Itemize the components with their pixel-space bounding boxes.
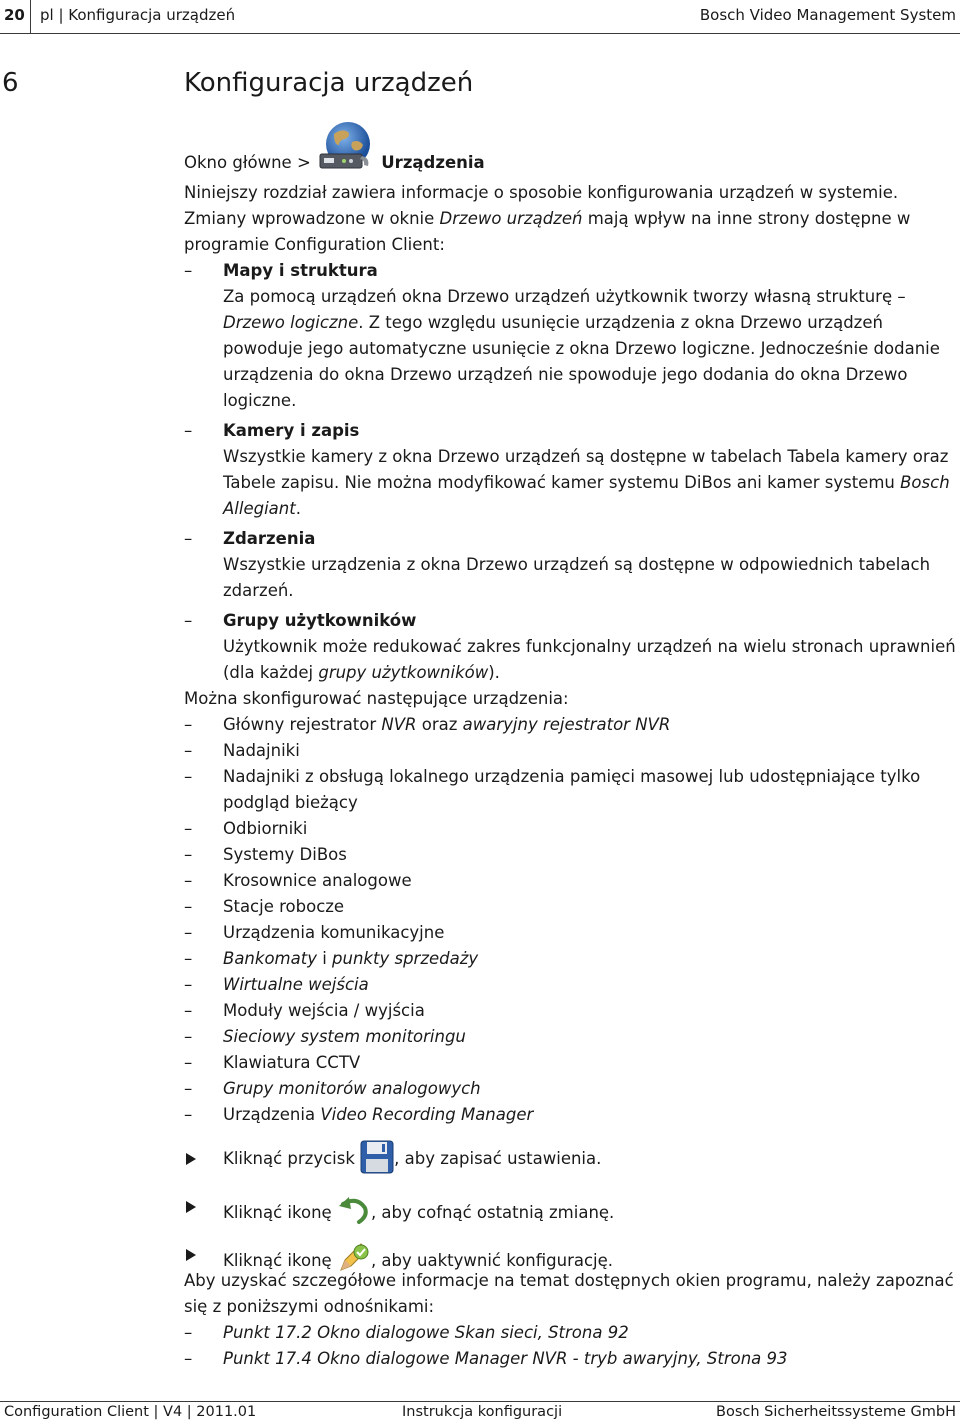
devices-globe-icon: [316, 120, 376, 178]
refs-intro: Aby uzyskać szczegółowe informacje na temat dostępnych okien programu, należy zapoznać się z poniższymi odnośnikami:: [184, 1271, 954, 1316]
page-content: [184, 150, 956, 1372]
footer-version: Configuration Client | V4 | 2011.01: [4, 1404, 257, 1420]
list-item: – Wirtualne wejścia: [184, 975, 369, 994]
impact-text: Wszystkie urządzenia z okna Drzewo urządzeń są dostępne w odpowiednich tabelach zdarzeń.: [223, 555, 931, 600]
list-item: – Grupy monitorów analogowych: [184, 1079, 481, 1098]
header-product: Bosch Video Management System: [699, 6, 956, 24]
list-item: – Krosownice analogowe: [184, 871, 412, 890]
list-item: – Stacje robocze: [184, 897, 345, 916]
list-item: – Bankomaty i punkty sprzedaży: [184, 949, 479, 968]
list-item: – Klawiatura CCTV: [184, 1053, 361, 1072]
reference-link[interactable]: – Punkt 17.2 Okno dialogowe Skan sieci, Strona 92: [184, 1323, 629, 1342]
impact-title: Grupy użytkowników: [223, 611, 417, 630]
step-arrow-icon: [186, 1201, 196, 1213]
impact-title: Mapy i struktura: [223, 261, 378, 280]
intro-line-2: Zmiany wprowadzone w oknie Drzewo urządzeń mają wpływ na inne strony dostępne w programie Configuration Client:: [184, 209, 911, 254]
footer-title: Instrukcja konfiguracji: [402, 1404, 563, 1420]
nav-label: Urządzenia: [381, 153, 485, 172]
page-header: [0, 0, 960, 34]
device-list: [184, 712, 956, 1128]
header-divider: [30, 0, 31, 33]
list-item: – Główny rejestrator NVR oraz awaryjny rejestrator NVR: [184, 715, 671, 734]
page-number: 20: [4, 6, 25, 24]
impact-text: Użytkownik może redukować zakres funkcjonalny urządzeń na wielu stronach uprawnień (dla każdej grupy użytkowników).: [223, 637, 956, 682]
list-item: – Urządzenia Video Recording Manager: [184, 1105, 534, 1124]
config-intro: Można skonfigurować następujące urządzenia:: [184, 689, 569, 708]
impact-item: – Zdarzenia Wszystkie urządzenia z okna Drzewo urządzeń są dostępne w odpowiednich tabelach zdarzeń.: [184, 526, 956, 604]
chapter-number: 6: [2, 68, 19, 98]
step-undo: Kliknąć ikonę , aby cofnąć ostatnią zmianę.: [184, 1194, 956, 1242]
activate-pencil-icon[interactable]: [337, 1242, 371, 1282]
step-arrow-icon: [186, 1153, 196, 1165]
list-item: – Odbiorniki: [184, 819, 308, 838]
nav-prefix: Okno główne >: [184, 153, 317, 172]
step-arrow-icon: [186, 1249, 196, 1261]
footer-company: Bosch Sicherheitssysteme GmbH: [716, 1404, 956, 1420]
list-item: – Systemy DiBos: [184, 845, 347, 864]
nav-path: [184, 150, 956, 180]
impact-item: – Kamery i zapis Wszystkie kamery z okna Drzewo urządzeń są dostępne w tabelach Tabela kamery oraz Tabele zapisu. Nie można modyfikować kamer systemu DiBos ani kamer systemu Bosch Allegiant.: [184, 418, 956, 522]
undo-arrow-icon[interactable]: [337, 1194, 371, 1234]
impact-item: – Mapy i struktura Za pomocą urządzeń okna Drzewo urządzeń użytkownik tworzy własną strukturę – Drzewo logiczne. Z tego względu usunięcie urządzenia z okna Drzewo urządzeń powoduje jego automatyczne usunięcie z okna Drzewo logiczne. Jednocześnie dodanie urządzenia do okna Drzewo urządzeń nie spowoduje jego dodania do okna Drzewo logiczne.: [184, 258, 956, 414]
impact-title: Kamery i zapis: [223, 421, 360, 440]
step-activate: Kliknąć ikonę , aby uaktywnić konfigurację.: [184, 1242, 956, 1268]
list-item: – Nadajniki: [184, 741, 300, 760]
header-section: pl | Konfiguracja urządzeń: [40, 6, 236, 24]
list-item: – Nadajniki z obsługą lokalnego urządzenia pamięci masowej lub udostępniające tylko podgląd bieżący: [184, 767, 921, 812]
list-item: – Urządzenia komunikacyjne: [184, 923, 445, 942]
page-footer: [0, 1401, 960, 1424]
chapter-title: Konfiguracja urządzeń: [184, 68, 474, 98]
reference-link[interactable]: – Punkt 17.4 Okno dialogowe Manager NVR - tryb awaryjny, Strona 93: [184, 1349, 788, 1368]
step-save: Kliknąć przycisk , aby zapisać ustawienia.: [184, 1146, 956, 1194]
save-floppy-icon[interactable]: [360, 1140, 394, 1182]
list-item: – Moduły wejścia / wyjścia: [184, 1001, 425, 1020]
impact-item: – Grupy użytkowników Użytkownik może redukować zakres funkcjonalny urządzeń na wielu stronach uprawnień (dla każdej grupy użytkowników).: [184, 608, 956, 686]
impact-text: Wszystkie kamery z okna Drzewo urządzeń są dostępne w tabelach Tabela kamery oraz Tabele zapisu. Nie można modyfikować kamer systemu DiBos ani kamer systemu Bosch Allegiant.: [223, 447, 950, 518]
list-item: – Sieciowy system monitoringu: [184, 1027, 466, 1046]
impact-title: Zdarzenia: [223, 529, 316, 548]
impact-text: Za pomocą urządzeń okna Drzewo urządzeń użytkownik tworzy własną strukturę – Drzewo logiczne. Z tego względu usunięcie urządzenia z okna Drzewo urządzeń powoduje jego automatyczne usunięcie z okna Drzewo logiczne. Jednocześnie dodanie urządzenia do okna Drzewo urządzeń nie spowoduje jego dodania do okna Drzewo logiczne.: [223, 287, 940, 410]
intro-line-1: Niniejszy rozdział zawiera informacje o sposobie konfigurowania urządzeń w systemie.: [184, 183, 899, 202]
